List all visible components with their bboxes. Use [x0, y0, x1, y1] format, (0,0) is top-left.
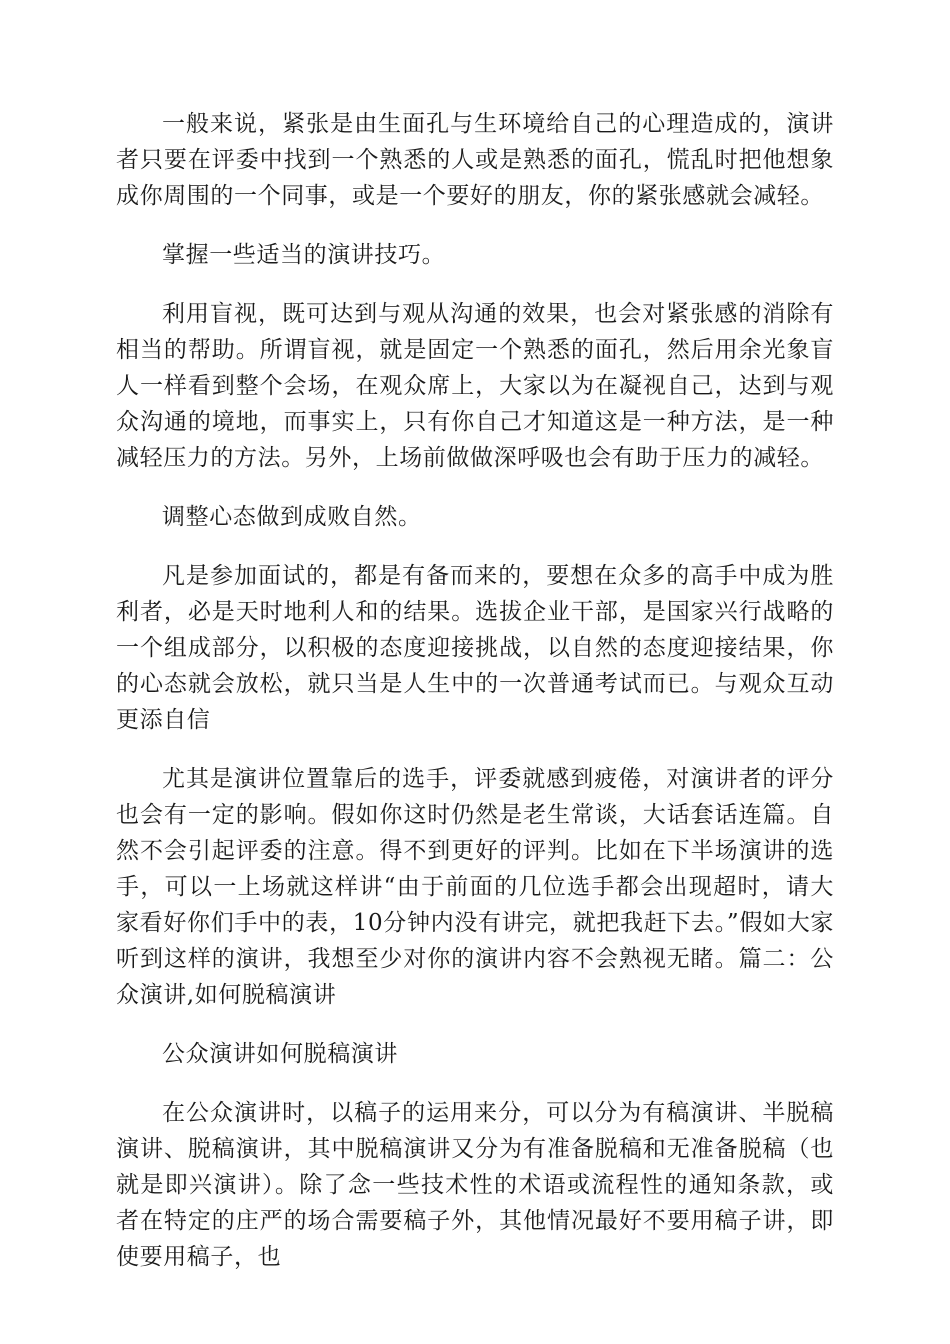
heading-speak-without-notes: 公众演讲如何脱稿演讲	[162, 1041, 398, 1067]
heading-adjust-mindset: 调整心态做到成败自然。	[162, 504, 422, 530]
paragraph-overcome-nervousness: 一般来说，紧张是由生面孔与生环境给自己的心理造成的，演讲者只要在评委中找到一个熟悉的人或是熟悉的面孔，慌乱时把他想象成你周围的一个同事，或是一个要好的朋友，你的紧张感就会减轻。	[116, 111, 834, 209]
heading-speech-techniques: 掌握一些适当的演讲技巧。	[162, 242, 446, 268]
paragraph-mindset: 凡是参加面试的，都是有备而来的，要想在众多的高手中成为胜利者，必是天时地利人和的结果。选拔企业干部，是国家兴行战略的一个组成部分，以积极的态度迎接挑战，以自然的态度迎接结果，你的心态就会放松，就只当是人生中的一次普通考试而已。与观众互动更添自信	[116, 563, 834, 733]
document-body	[116, 106, 834, 1298]
paragraph-audience-interaction: 尤其是演讲位置靠后的选手，评委就感到疲倦，对演讲者的评分也会有一定的影响。假如你这时仍然是老生常谈，大话套话连篇。自然不会引起评委的注意。得不到更好的评判。比如在下半场演讲的选手，可以一上场就这样讲“由于前面的几位选手都会出现超时，请大家看好你们手中的表，10分钟内没有讲完，就把我赶下去。”假如大家听到这样的演讲，我想至少对你的演讲内容不会熟视无睹。篇二：公众演讲,如何脱稿演讲	[116, 766, 834, 1008]
paragraph-speech-types: 在公众演讲时，以稿子的运用来分，可以分为有稿演讲、半脱稿演讲、脱稿演讲，其中脱稿演讲又分为有准备脱稿和无准备脱稿（也就是即兴演讲）。除了念一些技术性的术语或流程性的通知条款，或者在特定的庄严的场合需要稿子外，其他情况最好不要用稿子讲，即使要用稿子，也	[116, 1100, 834, 1270]
paragraph-blind-gaze: 利用盲视，既可达到与观从沟通的效果，也会对紧张感的消除有相当的帮助。所谓盲视，就是固定一个熟悉的面孔，然后用余光象盲人一样看到整个会场，在观众席上，大家以为在凝视自己，达到与观众沟通的境地，而事实上，只有你自己才知道这是一种方法，是一种减轻压力的方法。另外，上场前做做深呼吸也会有助于压力的减轻。	[116, 301, 834, 471]
